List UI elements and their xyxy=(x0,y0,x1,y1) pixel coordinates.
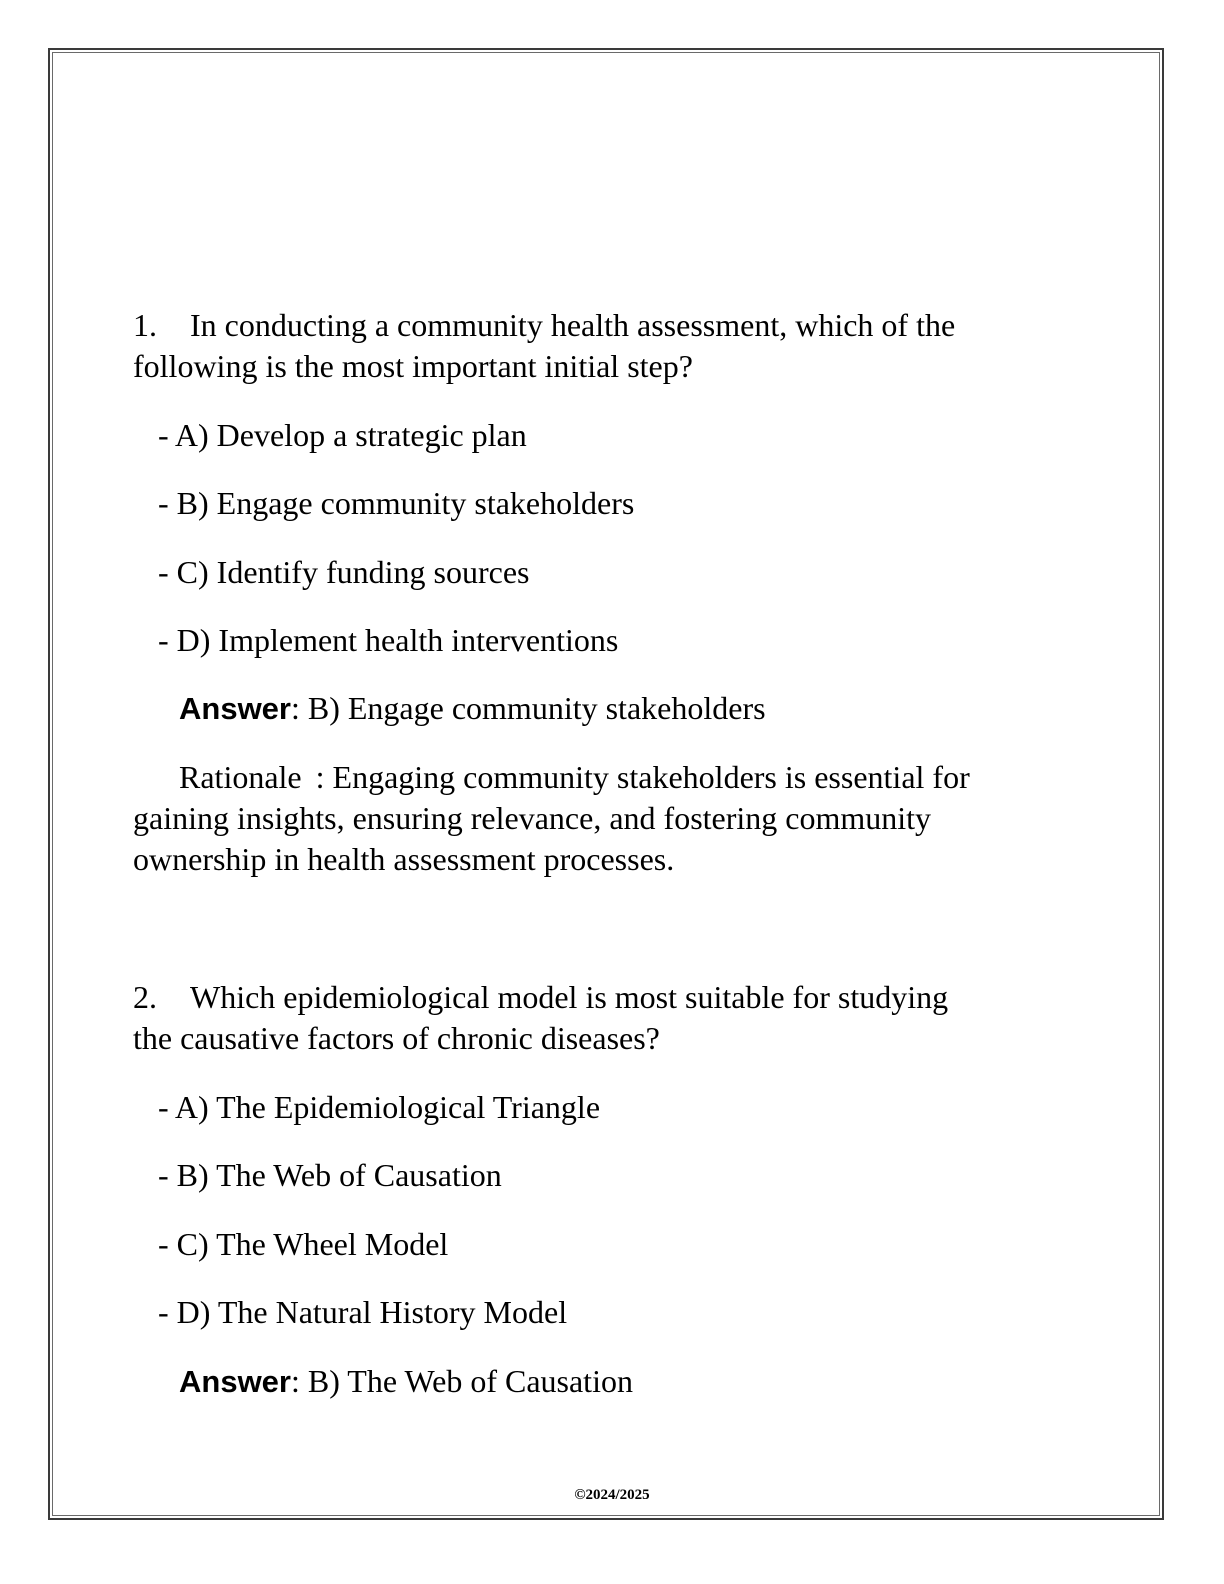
question-2-option-d: - D) The Natural History Model xyxy=(158,1294,568,1330)
question-1-answer-label: Answer xyxy=(179,691,291,726)
question-1-answer xyxy=(179,688,766,729)
question-1-rationale-text-line1: : Engaging community stakeholders is essential for xyxy=(315,759,970,795)
question-1-stem-line2: following is the most important initial step? xyxy=(133,348,693,384)
question-1-rationale-line1 xyxy=(179,757,970,798)
question-2-option-a: - A) The Epidemiological Triangle xyxy=(158,1089,601,1125)
question-1-text-line1: In conducting a community health assessment, which of the xyxy=(190,307,956,343)
question-2-stem-line1 xyxy=(133,977,948,1018)
question-1-number: 1. xyxy=(133,307,157,343)
footer-copyright: ©2024/2025 xyxy=(574,1487,650,1503)
question-1-stem-line1 xyxy=(133,305,955,346)
question-1-rationale-line2: gaining insights, ensuring relevance, and fostering community xyxy=(133,800,932,836)
question-2-answer xyxy=(179,1361,633,1402)
question-1-rationale-line3: ownership in health assessment processes. xyxy=(133,841,675,877)
question-2-option-b: - B) The Web of Causation xyxy=(158,1157,502,1193)
question-1-rationale-label: Rationale xyxy=(179,759,302,795)
question-2-stem-line2: the causative factors of chronic diseases? xyxy=(133,1020,660,1056)
question-1-option-a: - A) Develop a strategic plan xyxy=(158,417,527,453)
question-1-option-d: - D) Implement health interventions xyxy=(158,622,619,658)
question-1-option-b: - B) Engage community stakeholders xyxy=(158,485,635,521)
question-2-option-c: - C) The Wheel Model xyxy=(158,1226,449,1262)
question-2-answer-text: : B) The Web of Causation xyxy=(290,1363,633,1399)
question-1-answer-text: : B) Engage community stakeholders xyxy=(290,690,766,726)
question-2-number: 2. xyxy=(133,979,157,1015)
question-2-text-line1: Which epidemiological model is most suitable for studying xyxy=(190,979,949,1015)
question-1-option-c: - C) Identify funding sources xyxy=(158,554,530,590)
question-2-answer-label: Answer xyxy=(179,1364,291,1399)
